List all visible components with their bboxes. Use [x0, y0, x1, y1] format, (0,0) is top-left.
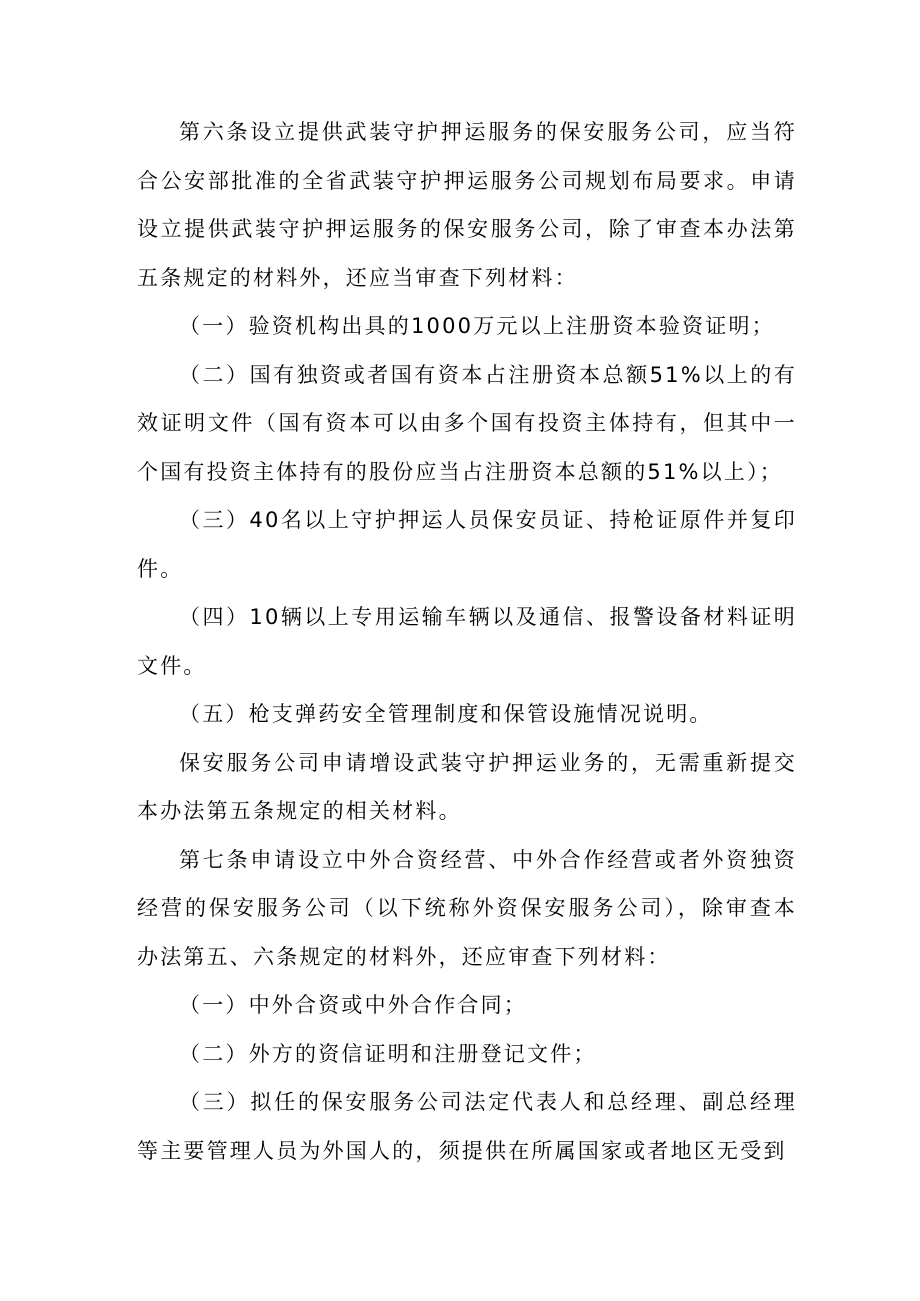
article-6-intro-paragraph: 第六条设立提供武装守护押运服务的保安服务公司，应当符合公安部批准的全省武装守护押运服务公司规划布局要求。申请设立提供武装守护押运服务的保安服务公司，除了审查本办法第五条规定的材料外，还应当审查下列材料： [137, 120, 797, 290]
article-7-item-3-paragraph: （三）拟任的保安服务公司法定代表人和总经理、副总经理等主要管理人员为外国人的，须提供在所属国家或者地区无受到 [137, 1090, 797, 1163]
article-6-item-3-paragraph: （三）40名以上守护押运人员保安员证、持枪证原件并复印件。 [137, 508, 797, 581]
article-7-item-1-paragraph: （一）中外合资或中外合作合同； [179, 993, 527, 1017]
article-6-item-4-paragraph: （四）10辆以上专用运输车辆以及通信、报警设备材料证明文件。 [137, 605, 797, 678]
document-body [137, 108, 797, 1175]
article-7-item-2-paragraph: （二）外方的资信证明和注册登记文件； [179, 1041, 597, 1066]
article-6-item-2-paragraph: （二）国有独资或者国有资本占注册资本总额51%以上的有效证明文件（国有资本可以由多个国有投资主体持有，但其中一个国有投资主体持有的股份应当占注册资本总额的51%以上）； [137, 362, 797, 484]
article-6-item-1-paragraph: （一）验资机构出具的1000万元以上注册资本验资证明； [179, 314, 775, 338]
article-6-item-5-paragraph: （五）枪支弹药安全管理制度和保管设施情况说明。 [179, 702, 713, 726]
article-7-intro-paragraph: 第七条申请设立中外合资经营、中外合作经营或者外资独资经营的保安服务公司（以下统称外资保安服务公司），除审查本办法第五、六条规定的材料外，还应审查下列材料： [137, 847, 797, 969]
article-6-note-paragraph: 保安服务公司申请增设武装守护押运业务的，无需重新提交本办法第五条规定的相关材料。 [137, 750, 797, 823]
